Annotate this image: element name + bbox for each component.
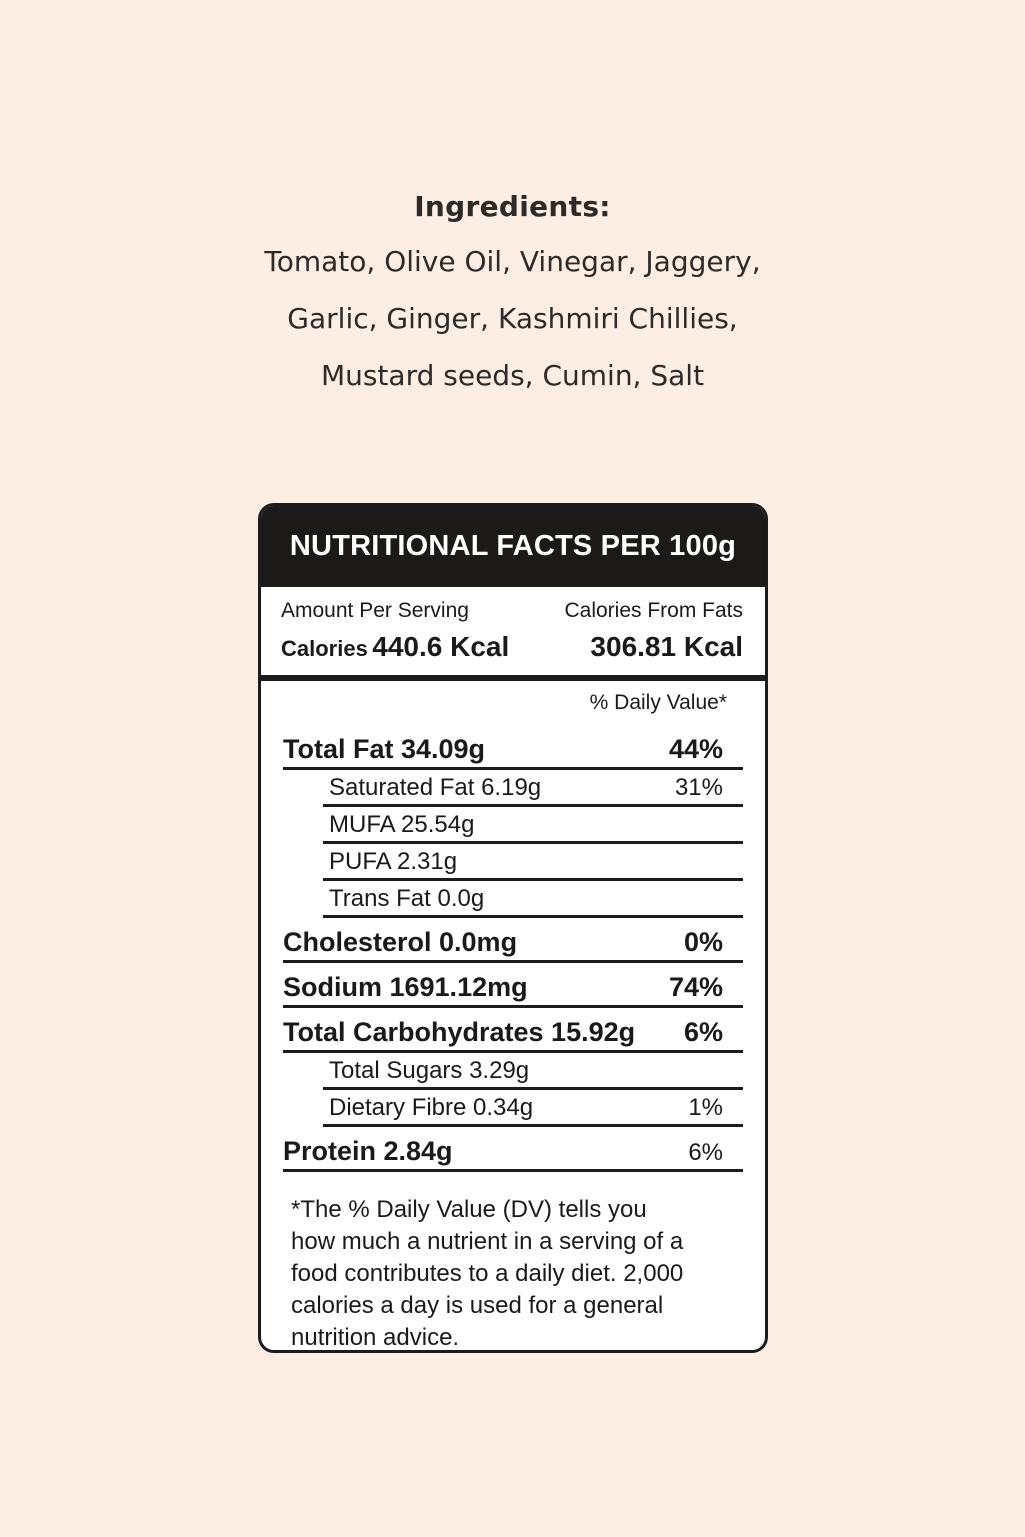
nutrient-daily-value: 6% xyxy=(688,1139,723,1166)
footnote-line: *The % Daily Value (DV) tells you xyxy=(291,1196,647,1223)
ingredients-line: Mustard seeds, Cumin, Salt xyxy=(320,359,705,392)
footnote-line: how much a nutrient in a serving of a xyxy=(291,1228,684,1255)
footnote-line: food contributes to a daily diet. 2,000 xyxy=(291,1260,684,1287)
nutrient-row-sodium xyxy=(283,963,743,1008)
nutrient-daily-value: 1% xyxy=(688,1094,723,1121)
nutrient-label: Total Carbohydrates 15.92g xyxy=(283,1017,636,1047)
nutrient-row-dietary-fibre xyxy=(323,1090,743,1127)
footnote-line: calories a day is used for a general xyxy=(291,1292,664,1319)
nutrient-label: Saturated Fat 6.19g xyxy=(329,774,542,801)
nutrition-facts-panel xyxy=(258,503,768,1353)
nutrient-row-total-sugars xyxy=(323,1053,743,1090)
nutrient-daily-value xyxy=(723,1085,743,1087)
nutrient-row-saturated-fat xyxy=(323,770,743,807)
nutrient-daily-value xyxy=(723,839,743,841)
calories-from-fats-label: Calories From Fats xyxy=(564,599,743,622)
nutrient-label: MUFA 25.54g xyxy=(329,811,475,838)
amount-per-serving-label: Amount Per Serving xyxy=(281,599,469,622)
nutrient-label: Total Sugars 3.29g xyxy=(329,1057,530,1084)
nutrient-daily-value xyxy=(723,876,743,878)
nutrient-label: Protein 2.84g xyxy=(283,1136,453,1166)
calories-total xyxy=(281,631,509,663)
calories-value: 440.6 Kcal xyxy=(372,631,510,662)
nutrient-daily-value xyxy=(723,913,743,915)
nutrient-row-trans-fat xyxy=(323,881,743,918)
nutrient-label: Total Fat 34.09g xyxy=(283,734,486,764)
ingredients-section xyxy=(0,190,1025,404)
nutrient-daily-value: 31% xyxy=(674,774,723,801)
nutrient-label: Sodium 1691.12mg xyxy=(283,972,528,1002)
nutrition-panel-title: NUTRITIONAL FACTS PER 100g xyxy=(261,506,765,587)
nutrient-label: Cholesterol 0.0mg xyxy=(283,927,518,957)
calories-from-fats-value: 306.81 Kcal xyxy=(590,631,743,662)
nutrient-label: Trans Fat 0.0g xyxy=(329,885,485,912)
nutrient-label: Dietary Fibre 0.34g xyxy=(329,1094,534,1121)
nutrient-row-total-fat xyxy=(283,729,743,770)
nutrient-daily-value: 6% xyxy=(683,1017,723,1047)
calories-label: Calories xyxy=(281,636,368,661)
nutrient-row-cholesterol xyxy=(283,918,743,963)
nutrient-row-pufa xyxy=(323,844,743,881)
nutrient-daily-value: 74% xyxy=(668,972,723,1002)
nutrient-row-protein xyxy=(283,1127,743,1172)
calories-block xyxy=(261,587,765,681)
nutrient-label: PUFA 2.31g xyxy=(329,848,458,875)
nutrient-row-total-carbohydrates xyxy=(283,1008,743,1053)
nutrient-daily-value: 0% xyxy=(683,927,723,957)
daily-value-header: % Daily Value* xyxy=(589,691,727,714)
ingredients-line: Garlic, Ginger, Kashmiri Chillies, xyxy=(287,302,738,335)
nutrient-daily-value: 44% xyxy=(668,734,723,764)
nutrient-row-mufa xyxy=(323,807,743,844)
daily-value-footnote xyxy=(291,1194,737,1353)
ingredients-title: Ingredients: xyxy=(414,190,611,223)
ingredients-line: Tomato, Olive Oil, Vinegar, Jaggery, xyxy=(264,245,761,278)
footnote-line: nutrition advice. xyxy=(291,1324,460,1351)
nutrient-rows xyxy=(261,729,765,1172)
